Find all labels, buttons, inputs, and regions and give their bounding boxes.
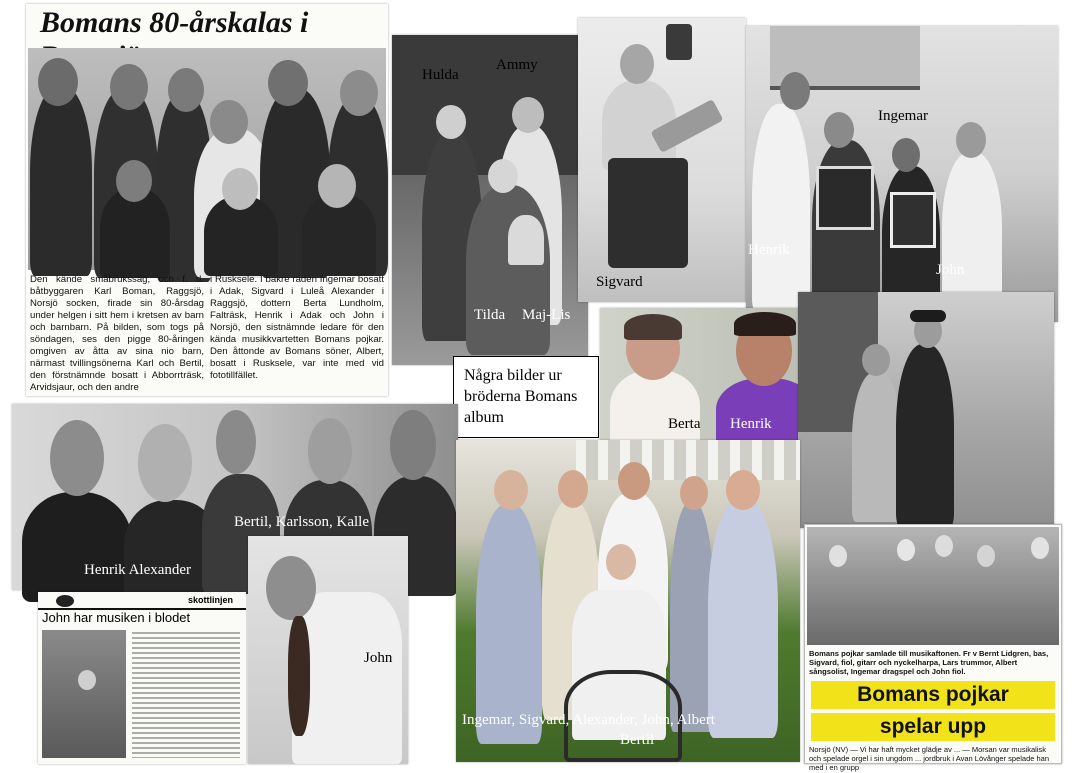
photo-berta-henrik <box>600 308 818 440</box>
clipping-band-body: Norsjö (NV) — Vi har haft mycket glädje av ... — Morsan var musikalisk och spelade orgel i sin ungdom ... jordbruk i Avan Lövånger spelade han med i en grupp <box>809 745 1050 772</box>
photo-john-violin <box>248 536 408 764</box>
person-head <box>977 545 995 567</box>
clipping-band-photo <box>807 527 1059 645</box>
person-figure <box>508 215 544 265</box>
person-head <box>829 545 847 567</box>
person-head <box>512 97 544 133</box>
violin-instrument <box>288 616 310 736</box>
person-head <box>618 462 650 500</box>
clipping-band-headline2: spelar upp <box>811 713 1055 741</box>
label-henrik-color: Henrik <box>730 416 772 432</box>
person-figure <box>752 104 810 314</box>
accordion-instrument <box>816 166 874 230</box>
person-head <box>897 539 915 561</box>
person-head <box>268 60 308 106</box>
person-figure <box>608 158 688 268</box>
label-group-names: Ingemar, Sigvard, Alexander, John, Albert <box>462 712 715 728</box>
label-sigvard: Sigvard <box>596 274 643 290</box>
person-head <box>956 122 986 158</box>
label-tilda: Tilda <box>474 307 506 323</box>
photo-band-performance <box>746 26 1058 322</box>
person-head <box>862 344 890 376</box>
person-head <box>266 556 316 620</box>
clipping-article-col1: Den kände småbrukssäg, och f. d. båtbyggaren Karl Boman, Raggsjö, Norsjö socken, firade sin 80-årsdag under helgen i sitt hem i kretsen av barn och barnbarn. På bilden, som togs på söndagen, ses den pigge 80-åringen omgiven av åtta av sina nio barn, närmast tvillingsönerna Karl och Bertil, den förstnämnde bosatt i Abborrträsk, Arvidsjaur, och den andre <box>30 274 204 393</box>
person-figure <box>708 498 778 738</box>
masthead-logo <box>56 595 74 607</box>
person-head <box>606 544 636 580</box>
clipping-john-text-lines <box>132 632 240 758</box>
clipping-photo <box>28 48 386 270</box>
person-head <box>488 159 518 193</box>
person-figure <box>30 86 92 276</box>
person-figure <box>610 370 700 450</box>
clipping-band-headline1: Bomans pojkar <box>811 681 1055 709</box>
label-john: John <box>936 262 965 278</box>
background-trees <box>392 35 588 175</box>
masthead-text: skottlinjen <box>188 595 234 605</box>
wall-clock <box>666 24 692 60</box>
accordion-instrument <box>890 192 936 248</box>
person-head <box>680 476 708 510</box>
person-figure <box>852 372 902 522</box>
hair <box>734 312 796 336</box>
photo-sigvard-saw <box>578 18 746 302</box>
clipping-80-arskalas <box>26 4 388 396</box>
person-head <box>38 58 78 106</box>
photo-couple-road <box>798 292 1054 528</box>
label-ammy: Ammy <box>496 57 538 73</box>
clipping-band-caption: Bomans pojkar samlade till musikaftonen. Fr v Bernt Lidgren, bas, Sigvard, fiol, gitarr och nyckelharpa, Lars trummor, Albert sångsolist, Ingemar dragspel och John fiol. <box>809 649 1049 676</box>
label-hulda: Hulda <box>422 67 459 83</box>
clipping-article-col2: i Rusksele. I bakre raden Ingemar bosatt i Adak, Sigvard i Luleå Alexander i Raggsjö, dottern Berta Lundholm, Falträsk, Henrik i Adak och John i Norsjö, den sistnämnde ledare för den kända musikkvartetten Bomans pojkar. Den åttonde av Bomans söner, Albert, bosatt i Rusksele, var inte med vid fototillfället. <box>210 274 384 381</box>
hair <box>624 314 682 340</box>
person-head <box>1031 537 1049 559</box>
person-head <box>116 160 152 202</box>
person-head <box>222 168 258 210</box>
pergola <box>576 440 800 480</box>
person-head <box>210 100 248 144</box>
person-head <box>780 72 810 110</box>
person-head <box>892 138 920 172</box>
clipping-headline: Bomans 80-årskalas i <box>40 6 309 39</box>
label-john-violin: John <box>364 650 393 666</box>
label-berta: Berta <box>668 416 701 432</box>
caption-text: Några bilder ur bröderna Bomans album <box>464 367 578 426</box>
person-head <box>318 164 356 208</box>
person-figure <box>476 504 542 744</box>
person-figure <box>22 492 132 602</box>
person-head <box>824 112 854 148</box>
person-head <box>436 105 466 139</box>
clipping-john-photo <box>42 630 126 758</box>
photo-family-women <box>392 35 588 365</box>
person-head <box>138 424 192 502</box>
person-head <box>308 418 352 484</box>
person-figure <box>466 185 550 355</box>
label-henrik: Henrik <box>748 242 790 258</box>
person-head <box>340 70 378 116</box>
clipping-john-musiken <box>38 592 246 764</box>
label-maj-lis: Maj-Lis <box>522 307 571 323</box>
person-head <box>494 470 528 510</box>
person-head <box>50 420 104 496</box>
label-ingemar: Ingemar <box>878 108 928 124</box>
label-bertil-karlsson-kalle: Bertil, Karlsson, Kalle <box>234 514 369 530</box>
person-head <box>78 670 96 690</box>
person-head <box>726 470 760 510</box>
label-group-bertil: Bertil <box>620 732 655 748</box>
person-figure <box>896 344 954 528</box>
person-head <box>935 535 953 557</box>
person-head <box>620 44 654 84</box>
photo-group-garden <box>456 440 800 762</box>
clipping-bomans-pojkar <box>804 524 1062 772</box>
person-head <box>168 68 204 112</box>
person-head <box>390 410 436 480</box>
person-head <box>110 64 148 110</box>
cap <box>910 310 946 322</box>
clipping-john-headline: John har musiken i blodet <box>42 610 191 625</box>
person-head <box>216 410 256 474</box>
label-henrik-alexander: Henrik Alexander <box>84 562 192 578</box>
person-head <box>558 470 588 508</box>
caption-box <box>453 356 599 438</box>
